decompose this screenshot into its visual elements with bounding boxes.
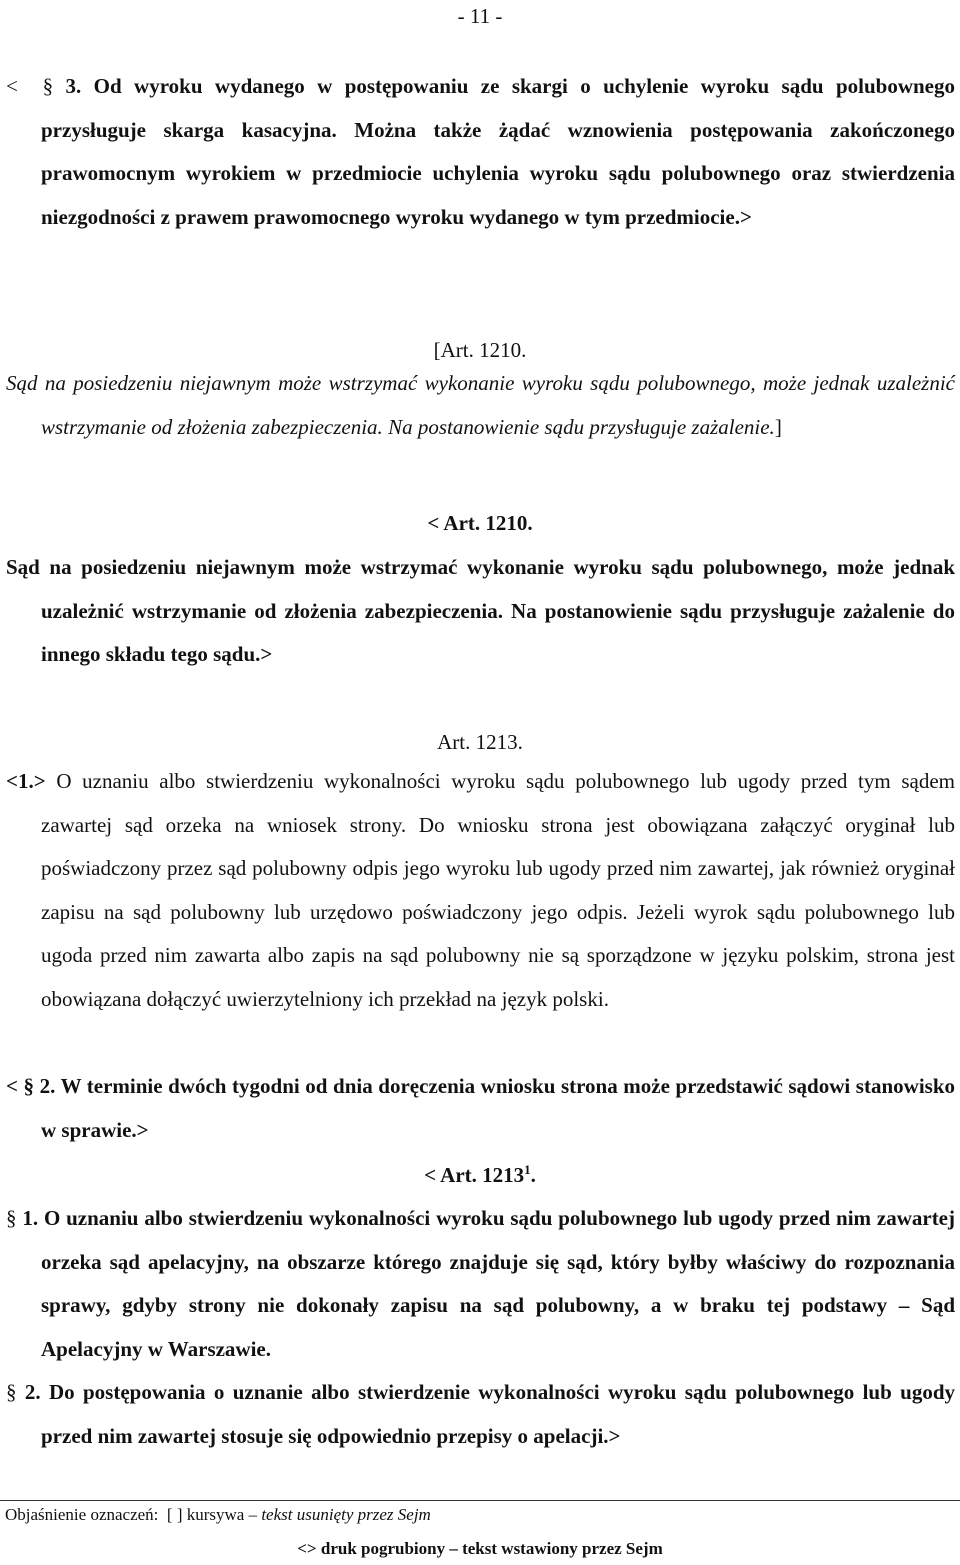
section-symbol: § (6, 1380, 17, 1404)
legend-brackets: [ ] kursywa – (166, 1505, 258, 1524)
p1-text-c: Jeżeli wyrok sądu polubownego lub ugoda przed nim zawarta albo zapis na sąd polubowny nie są sporządzone w języku polskim, strona jest obowiązana dołączyć uwierzytelniony ich przekład na język polski. (41, 899, 955, 1011)
footer-legend-2: <> druk pogrubiony – tekst wstawiony przez Sejm (297, 1539, 663, 1558)
paragraph-lead: 3. (65, 74, 82, 98)
p2-text: 2. W terminie dwóch tygodni od dnia doręczenia wniosku strona może przedstawić sądowi stanowisko w sprawie.> (39, 1074, 956, 1142)
p2-text: 2. Do postępowania o uznanie albo stwierdzenie wykonalności wyroku sądu polubownego lub ugody przed nim zawartej stosuje się odpowiednio przepisy o apelacji.> (24, 1380, 955, 1448)
section-symbol: § (23, 1074, 35, 1098)
article-1213-1-p2 (6, 1371, 955, 1458)
insert-marker: < (6, 74, 18, 98)
article-old-text-a: Sąd na posiedzeniu niejawnym może wstrzymać wykonanie wyroku sądu polubownego, może jednak uzależnić wstrzymanie od złożenia zabezpieczenia. (6, 371, 955, 439)
heading-sup: 1 (524, 1162, 531, 1177)
article-1213-p1 (6, 760, 955, 1021)
p2-marker: < (6, 1074, 18, 1098)
legend-deleted: tekst usunięty przez Sejm (261, 1505, 431, 1524)
paragraph-text-b: Można także żądać wznowienia postępowania zakończonego prawomocnym wyrokiem w przedmiocie uchylenia wyroku sądu polubownego oraz stwierdzenia niezgodności z prawem prawomocnego wyroku wydanego w tym przedmiocie.> (41, 117, 955, 229)
article-heading-new: < Art. 1210. (427, 511, 533, 535)
heading-post: . (530, 1163, 536, 1187)
p1-text-a: O uznaniu albo stwierdzeniu wykonalności wyroku sądu polubownego lub ugody przed tym sądem zawartej sąd orzeka na wniosek strony. (41, 769, 955, 837)
article-text-new: Sąd na posiedzeniu niejawnym może wstrzymać wykonanie wyroku sądu polubownego, może jednak uzależnić wstrzymanie od złożenia zabezpieczenia. Na postanowienie sądu przysługuje zażalenie do innego składu tego sądu.> (6, 555, 955, 666)
article-1213-p2 (6, 1065, 956, 1152)
article-1213-heading: Art. 1213. (437, 730, 523, 754)
legend-label: Objaśnienie oznaczeń: (5, 1505, 159, 1524)
page-number: - 11 - (457, 4, 503, 28)
paragraph-3 (6, 65, 955, 239)
article-1213-1-heading (0, 1160, 960, 1190)
footer-divider (0, 1500, 960, 1501)
p1-text: 1. O uznaniu albo stwierdzeniu wykonalności wyroku sądu polubownego lub ugody przed nim zawartej orzeka sąd apelacyjny, na obszarze którego znajduje się sąd, który byłby właściwy do rozpoznania sprawy, gdyby strony nie dokonały zapisu na sąd polubowny, a w braku tej podstawy – Sąd Apelacyjny w Warszawie. (22, 1206, 955, 1361)
footer-legend-1 (5, 1504, 431, 1526)
section-symbol: § (42, 74, 54, 98)
heading-pre: < Art. 1213 (424, 1163, 525, 1187)
paragraph-text-a: Od wyroku wydanego w postępowaniu ze skargi o uchylenie wyroku sądu polubownego przysługuje skarga kasacyjna. (41, 74, 955, 142)
section-symbol: § (6, 1206, 17, 1230)
article-text-old (6, 362, 955, 449)
p1-marker: <1.> (6, 769, 46, 793)
article-1213-1-p1 (6, 1197, 955, 1371)
p1-text-b: Do wniosku strona jest obowiązana załączyć oryginał lub poświadczony przez sąd polubowny odpis jego wyroku lub ugody przed nim zawartej, jak również oryginał zapisu na sąd polubowny lub urzędowo poświadczony jego odpis. (41, 812, 955, 924)
bracket-close: ] (774, 414, 782, 439)
article-old-text-b: Na postanowienie sądu przysługuje zażalenie. (388, 414, 775, 439)
article-heading-old: [Art. 1210. (433, 338, 527, 362)
